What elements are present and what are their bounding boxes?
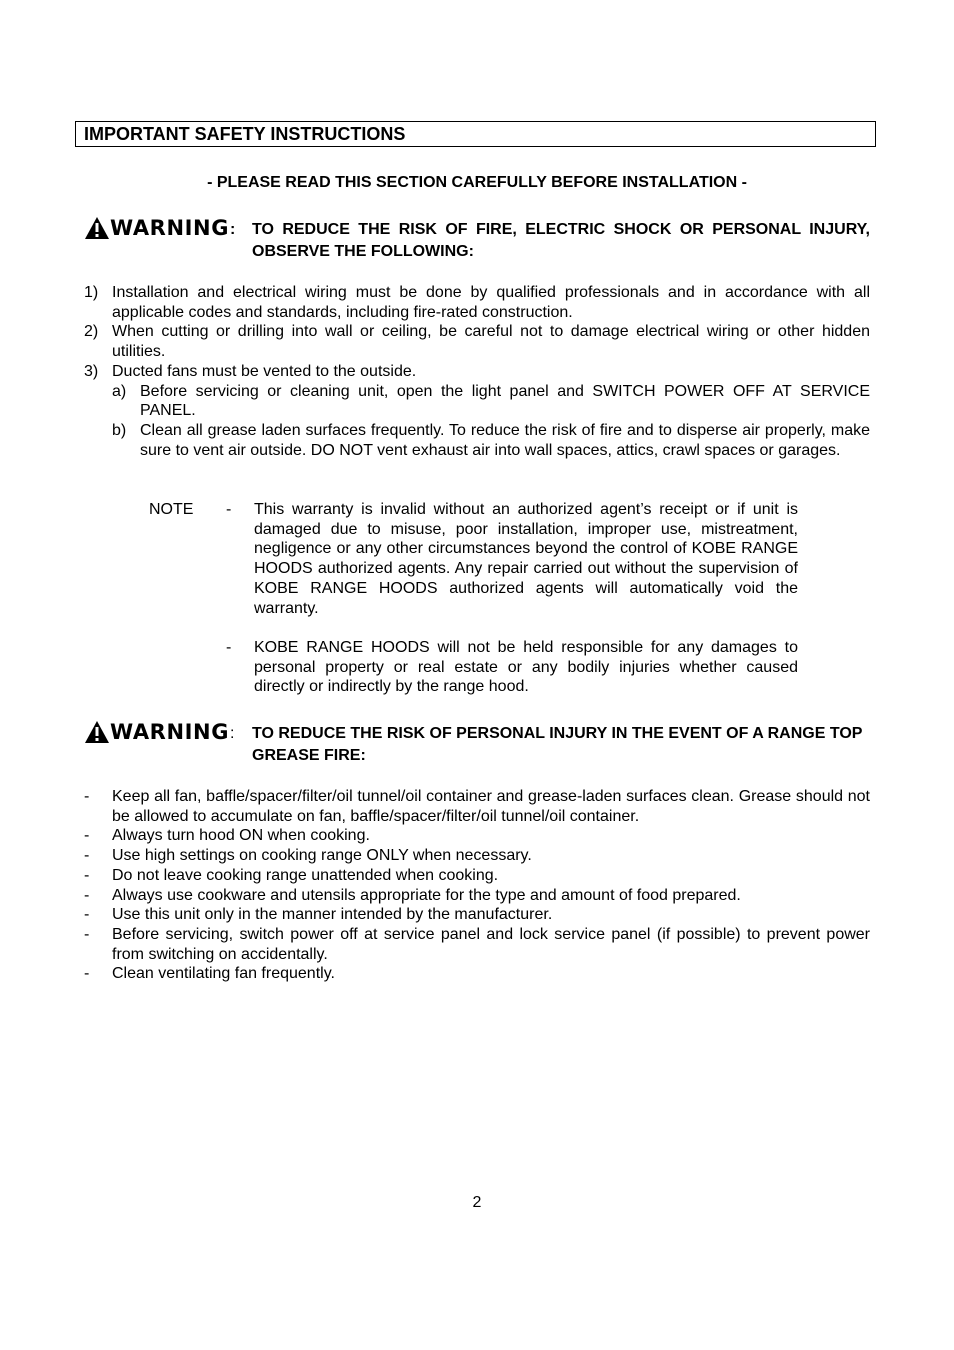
warning-label: WARNING [110,216,230,240]
list-item-text: Clean ventilating fan frequently. [112,965,335,983]
list-item-text: Always turn hood ON when cooking. [112,827,370,845]
list-item-dash: - [84,827,90,845]
warning-block-2 [84,720,870,766]
list-item-text: Use this unit only in the manner intended by the manufacturer. [112,906,553,924]
list-item-dash: - [84,847,90,865]
note-label: NOTE [149,501,194,518]
list-item [84,787,870,826]
list-item-text: Installation and electrical wiring must be done by qualified professionals and in accordance with all applicable codes and standards, including fire-rated construction. [112,284,870,321]
list-item [84,283,870,322]
list-item-dash: - [84,866,90,884]
note-text: KOBE RANGE HOODS will not be held responsible for any damages to personal property or real estate or any bodily injuries whether caused directly or indirectly by the range hood. [254,638,798,696]
list-item [84,846,870,866]
list-item-text: Do not leave cooking range unattended when cooking. [112,866,499,884]
sublist-item [84,382,870,421]
sublist-item-letter: b) [112,421,127,439]
list-item-text: Keep all fan, baffle/spacer/filter/oil tunnel/oil container and grease-laden surfaces clean. Grease should not be allowed to accumulate on fan, baffle/spacer/filter/oil tunnel/oil container. [112,788,870,825]
list-item-text: When cutting or drilling into wall or ceiling, be careful not to damage electrical wiring or other hidden utilities. [112,323,870,361]
list-item-text: Ducted fans must be vented to the outside. [112,362,417,380]
sublist-item [84,421,870,460]
note-dash: - [226,501,232,518]
list-item [84,925,870,964]
note-text: This warranty is invalid without an authorized agent’s receipt or if unit is damaged due to misuse, poor installation, improper use, mistreatment, negligence or any other circumstances beyond the control of KOBE RANGE HOODS authorized agents. Any repair carried out without the supervision of KOBE RANGE HOODS authorized agents will automatically void the warranty. [254,501,798,617]
installation-list [84,283,870,460]
page-number: 2 [472,1194,482,1211]
list-item [84,362,870,382]
list-item-number: 3) [84,362,99,380]
list-item-text: Before servicing, switch power off at service panel and lock service panel (if possible) to prevent power from switching on accidentally. [112,925,870,963]
list-item [84,905,870,925]
list-item-dash: - [84,925,90,943]
sublist-item-letter: a) [112,382,127,400]
note-dash: - [226,638,232,656]
list-item-text: Always use cookware and utensils appropriate for the type and amount of food prepared. [112,886,741,904]
warning-colon: : [230,221,236,238]
sublist-item-text: Before servicing or cleaning unit, open the light panel and SWITCH POWER OFF AT SERVICE PANEL. [140,382,870,420]
note-block [149,500,798,697]
list-item [84,964,870,984]
list-item-number: 1) [84,284,99,301]
list-item [84,886,870,906]
list-item-dash: - [84,788,90,805]
list-item-dash: - [84,886,90,904]
subtitle: - PLEASE READ THIS SECTION CAREFULLY BEFORE INSTALLATION - [207,174,747,191]
warning-text: TO REDUCE THE RISK OF PERSONAL INJURY IN THE EVENT OF A RANGE TOP GREASE FIRE: [252,725,863,764]
note-item [149,500,798,618]
section-header-box [75,121,876,147]
warning-triangle-icon [84,720,110,744]
list-item-dash: - [84,965,90,983]
section-title: IMPORTANT SAFETY INSTRUCTIONS [84,124,406,144]
warning-text: TO REDUCE THE RISK OF FIRE, ELECTRIC SHOCK OR PERSONAL INJURY, OBSERVE THE FOLLOWING: [252,221,870,260]
list-item-number: 2) [84,323,99,341]
list-item [84,826,870,846]
list-item-text: Use high settings on cooking range ONLY when necessary. [112,847,532,865]
warning-colon: : [230,725,235,742]
warning-triangle-icon [84,216,110,240]
list-item-dash: - [84,906,90,924]
list-item [84,322,870,361]
note-item [149,638,798,697]
warning-block-1 [84,216,870,262]
grease-fire-list [84,787,870,984]
sublist-item-text: Clean all grease laden surfaces frequently. To reduce the risk of fire and to disperse air properly, make sure to vent air outside. DO NOT vent exhaust air into wall spaces, attics, crawl spaces or garages. [140,421,870,459]
warning-label: WARNING [110,720,230,744]
list-item [84,866,870,886]
